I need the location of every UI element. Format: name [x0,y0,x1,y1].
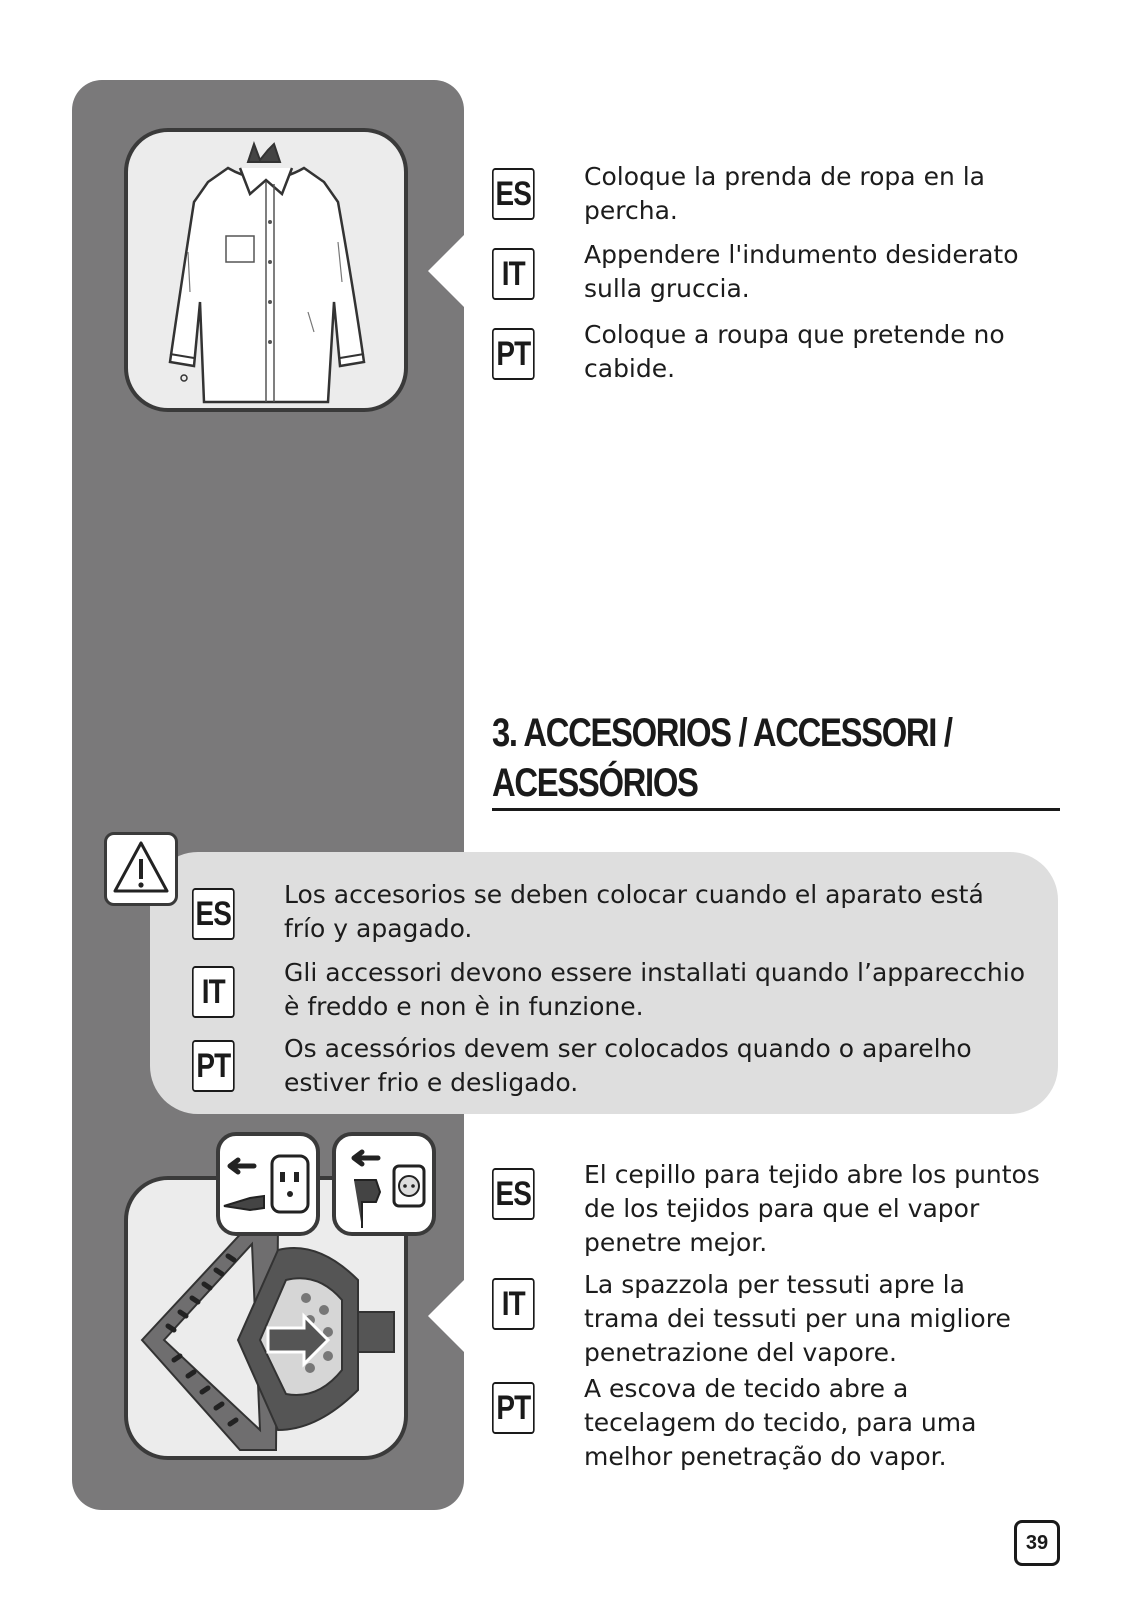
lang-badge-pt: PT [492,328,535,380]
callout-pointer [428,1280,464,1352]
section-heading [492,708,959,808]
warning-triangle-icon [107,835,175,903]
lang-badge-it: IT [192,966,235,1018]
lang-badge-es: ES [492,168,535,220]
heading-rule [492,808,1060,811]
unplug-us-socket-icon [220,1136,316,1232]
section-heading-line1: 3. ACCESORIOS / ACCESSORI / [492,711,952,755]
shirt-illustration [124,128,408,412]
warning-text: Gli accessori devono essere installati quando l’apparecchio è freddo e non è in funzione. [284,958,1026,1021]
lang-badge-es: ES [492,1168,535,1220]
warning-text: Os acessórios devem ser colocados quando o aparelho estiver frio e desligado. [284,1034,972,1097]
lang-badge-pt: PT [192,1040,235,1092]
unplug-us-illustration [216,1132,320,1236]
warning-text: Los accesorios se deben colocar cuando el aparato está frío y apagado. [284,880,984,943]
lang-badge-it: IT [492,1278,535,1330]
unplug-eu-socket-icon [336,1136,432,1232]
instruction-text: El cepillo para tejido abre los puntos de los tejidos para que el vapor penetre mejor. [584,1160,1040,1257]
warning-box [104,832,178,906]
callout-pointer [428,235,464,307]
instruction-text: Appendere l'indumento desiderato sulla gruccia. [584,240,1019,303]
instruction-text: Coloque la prenda de ropa en la percha. [584,162,986,225]
page-number: 39 [1014,1520,1060,1566]
instruction-text: A escova de tecido abre a tecelagem do tecido, para uma melhor penetração do vapor. [584,1374,977,1471]
instruction-text: La spazzola per tessuti apre la trama dei tessuti per una migliore penetrazione del vapore. [584,1270,1011,1367]
shirt-on-hanger-icon [128,132,404,408]
lang-badge-pt: PT [492,1382,535,1434]
unplug-eu-illustration [332,1132,436,1236]
section-heading-line2: ACESSÓRIOS [492,761,698,805]
lang-badge-es: ES [192,888,235,940]
lang-badge-it: IT [492,248,535,300]
instruction-text: Coloque a roupa que pretende no cabide. [584,320,1005,383]
